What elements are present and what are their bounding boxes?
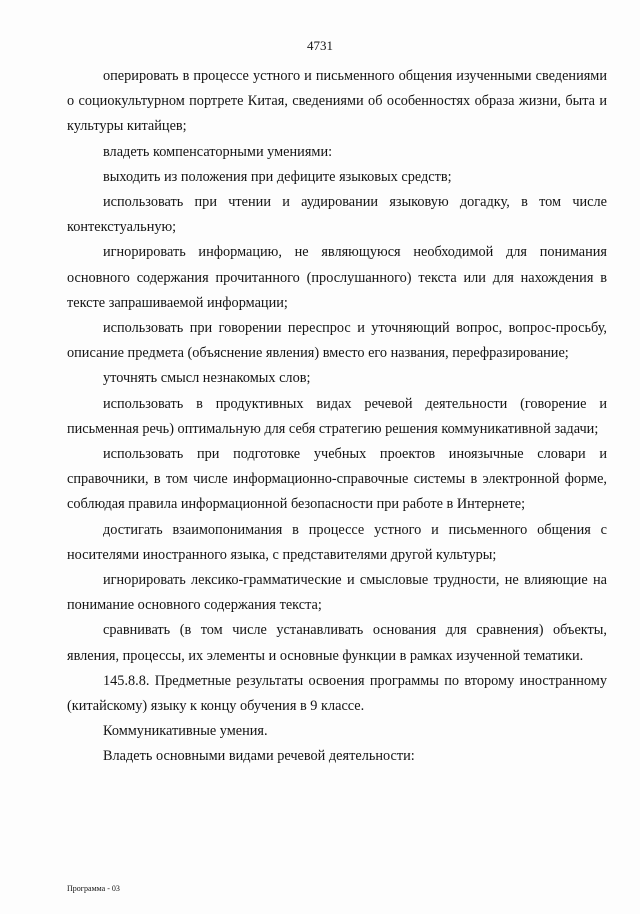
document-body — [67, 64, 607, 770]
paragraph: игнорировать информацию, не являющуюся необходимой для понимания основного содержания прочитанного (прослушанного) текста или для нахождения в тексте запрашиваемой информации; — [67, 244, 607, 311]
section-paragraph: 145.8.8. Предметные результаты освоения программы по второму иностранному (китайскому) языку к концу обучения в 9 классе. — [67, 672, 607, 715]
paragraph: достигать взаимопонимания в процессе устного и письменного общения с носителями иностранного языка, с представителями другой культуры; — [67, 521, 607, 563]
paragraph: Коммуникативные умения. — [103, 723, 268, 740]
paragraph: игнорировать лексико-грамматические и смысловые трудности, не влияющие на понимание основного содержания текста; — [67, 572, 607, 614]
paragraph: Владеть основными видами речевой деятельности: — [103, 748, 415, 765]
paragraph: использовать при говорении переспрос и уточняющий вопрос, вопрос-просьбу, описание предмета (объяснение явления) вместо его названия, перефразирование; — [67, 320, 607, 362]
paragraph: уточнять смысл незнакомых слов; — [103, 370, 311, 387]
footer-label: Программа - 03 — [67, 884, 120, 893]
paragraph: оперировать в процессе устного и письменного общения изученными сведениями о социокультурном портрете Китая, сведениями об особенностях образа жизни, быта и культуры китайцев; — [67, 68, 607, 135]
paragraph: использовать при подготовке учебных проектов иноязычные словари и справочники, в том числе информационно-справочные системы в электронной форме, соблюдая правила информационной безопасности при работе в Интернете; — [67, 446, 607, 513]
paragraph: владеть компенсаторными умениями: — [103, 143, 333, 160]
paragraph: использовать при чтении и аудировании языковую догадку, в том числе контекстуальную; — [67, 194, 607, 236]
page-number: 4731 — [307, 38, 333, 53]
paragraph: сравнивать (в том числе устанавливать основания для сравнения) объекты, явления, процессы, их элементы и основные функции в рамках изученной тематики. — [67, 622, 607, 664]
paragraph: выходить из положения при дефиците языковых средств; — [103, 168, 452, 185]
paragraph: использовать в продуктивных видах речевой деятельности (говорение и письменная речь) оптимальную для себя стратегию решения коммуникативной задачи; — [67, 395, 607, 437]
